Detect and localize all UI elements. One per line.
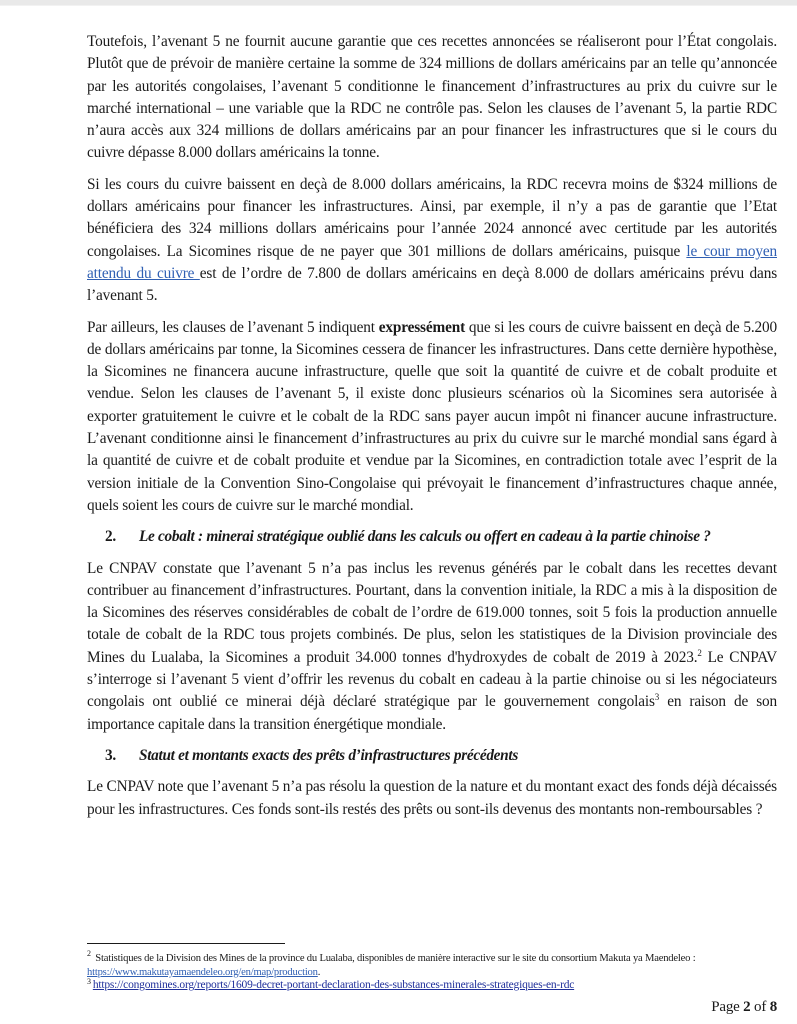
paragraph-text: que si les cours de cuivre baissent en deçà de 5.200 de dollars américains par tonne, la Sicomines cessera de financer les infrastructures. Dans cette dernière hypothèse, la Sicomines ne financera aucune infrastructure, quelle que soit la quantité de cuivre et de cobalt produite et vendue. Selon les clauses de l’avenant 5, il existe donc plusieurs scénarios où la Sicomines sera autorisée à exporter gratuitement le cuivre et le cobalt de la RDC sans payer aucun impôt ni financer aucune infrastructure. L’avenant conditionne ainsi le financement d’infrastructures au prix du cuivre sur le marché mondial sans égard à la quantité de cuivre et de cobalt produite et vendue par la Sicomines, en contradiction totale avec l’esprit de la version initiale de la Convention Sino-Congolaise qui prévoyait le financement d’infrastructures chaque année, quels soient les cours de cuivre sur le marché mondial. — [87, 318, 777, 514]
heading-text: Statut et montants exacts des prêts d’infrastructures précédents — [139, 746, 518, 764]
makuta-production-link[interactable]: https://www.makutayamaendeleo.org/en/map/production — [87, 966, 318, 978]
page-number-prefix: Page — [711, 999, 744, 1015]
footnote-3 — [87, 976, 777, 993]
heading-text: Le cobalt : minerai stratégique oublié dans les calculs ou offert en cadeau à la partie chinoise ? — [139, 528, 711, 546]
footnote-text: Statistiques de la Division des Mines de la province du Lualaba, disponibles de manière interactive sur le site du consortium Makuta ya Maendeleo : — [92, 953, 696, 964]
paragraph-text: en raison de son importance capitale dans la transition énergétique mondiale. — [87, 693, 777, 733]
copper-price-link[interactable]: le cour moyen attendu du cuivre — [87, 242, 777, 282]
page-number-middle: of — [750, 999, 770, 1015]
document-page — [87, 31, 777, 830]
section-heading-prets — [87, 745, 777, 767]
footnote-trailing: . — [317, 966, 321, 978]
heading-number: 3. — [105, 746, 116, 764]
page-number — [711, 999, 777, 1016]
page-total: 8 — [769, 999, 777, 1015]
heading-number: 2. — [105, 528, 116, 546]
footnote-ref-3[interactable]: 3 — [654, 692, 660, 703]
footnote-marker: 2 — [87, 949, 91, 959]
paragraph-cours-cuivre — [87, 174, 777, 308]
paragraph-text: Le CNPAV note que l’avenant 5 n’a pas résolu la question de la nature et du montant exact des fonds déjà décaissés pour les infrastructures. Ces fonds sont-ils restés des prêts ou sont-ils devenus des montants non-remboursables ? — [87, 778, 777, 818]
paragraph-text: Le CNPAV constate que l’avenant 5 n’a pas inclus les revenus générés par le cobalt dans les recettes devant contribuer au financement d’infrastructures. Pourtant, dans la convention initiale, la RDC a mis à la disposition de la Sicomines des réserves considérables de cobalt de l’ordre de 619.000 tonnes, soit 5 fois la production annuelle totale de cobalt de la RDC tous projets combinés. De plus, selon les statistiques de la Division provinciale des Mines du Lualaba, la Sicomines a produit 34.000 tonnes d'hydroxydes de cobalt de 2019 à 2023. — [87, 559, 777, 666]
paragraph-avenant-garantie — [87, 31, 777, 165]
page-current: 2 — [743, 999, 751, 1015]
footnote-2 — [87, 949, 777, 979]
viewer-top-band — [0, 0, 797, 6]
footnote-marker: 3 — [87, 976, 91, 986]
paragraph-text: Toutefois, l’avenant 5 ne fournit aucune garantie que ces recettes annoncées se réaliseront pour l’État congolais. Plutôt que de prévoir de manière certaine la somme de 324 millions de dollars américains par an telle qu’annoncée par les autorités congolaises, l’avenant 5 conditionne le financement d’infrastructures au prix du cuivre sur le marché international – une variable que la RDC ne contrôle pas. Selon les clauses de l’avenant 5, la partie RDC n’aura accès aux 324 millions de dollars américains par an pour financer les infrastructures que si le cours du cuivre dépasse 8.000 dollars américains la tonne. — [87, 33, 777, 162]
paragraph-cobalt — [87, 558, 777, 736]
paragraph-text: Par ailleurs, les clauses de l’avenant 5 indiquent — [87, 318, 379, 336]
paragraph-text: est de l’ordre de 7.800 de dollars américains en deçà 8.000 de dollars américains prévu dans l’avenant 5. — [87, 264, 777, 305]
footnote-ref-2[interactable]: 2 — [697, 647, 702, 658]
paragraph-text: Le CNPAV s’interroge si l’avenant 5 vient d’offrir les revenus du cobalt en cadeau à la partie chinoise ou si les négociateurs congolais ont oublié ce minerai déjà déclaré stratégique par le gouvernement congolais — [87, 648, 778, 711]
paragraph-prets — [87, 776, 777, 821]
footnote-separator — [87, 943, 285, 944]
congomines-decree-link[interactable]: https://congomines.org/reports/1609-decret-portant-declaration-des-substances-minerales-strategiques-en-rdc — [92, 979, 575, 992]
section-heading-cobalt — [87, 526, 777, 548]
paragraph-text: Si les cours du cuivre baissent en deçà de 8.000 dollars américains, la RDC recevra moins de $324 millions de dollars américains pour financer les infrastructures. Ainsi, par exemple, il n’y a pas de garantie que l’Etat bénéficiera des 324 millions dollars américains pour l’année 2024 annoncé avec certitude par les autorités congolaises. La Sicomines risque de ne payer que 301 millions de dollars américains, puisque — [87, 175, 777, 260]
paragraph-clauses-avenant — [87, 317, 777, 518]
footnotes — [87, 949, 777, 993]
emphasis-text: expressément — [378, 318, 466, 336]
